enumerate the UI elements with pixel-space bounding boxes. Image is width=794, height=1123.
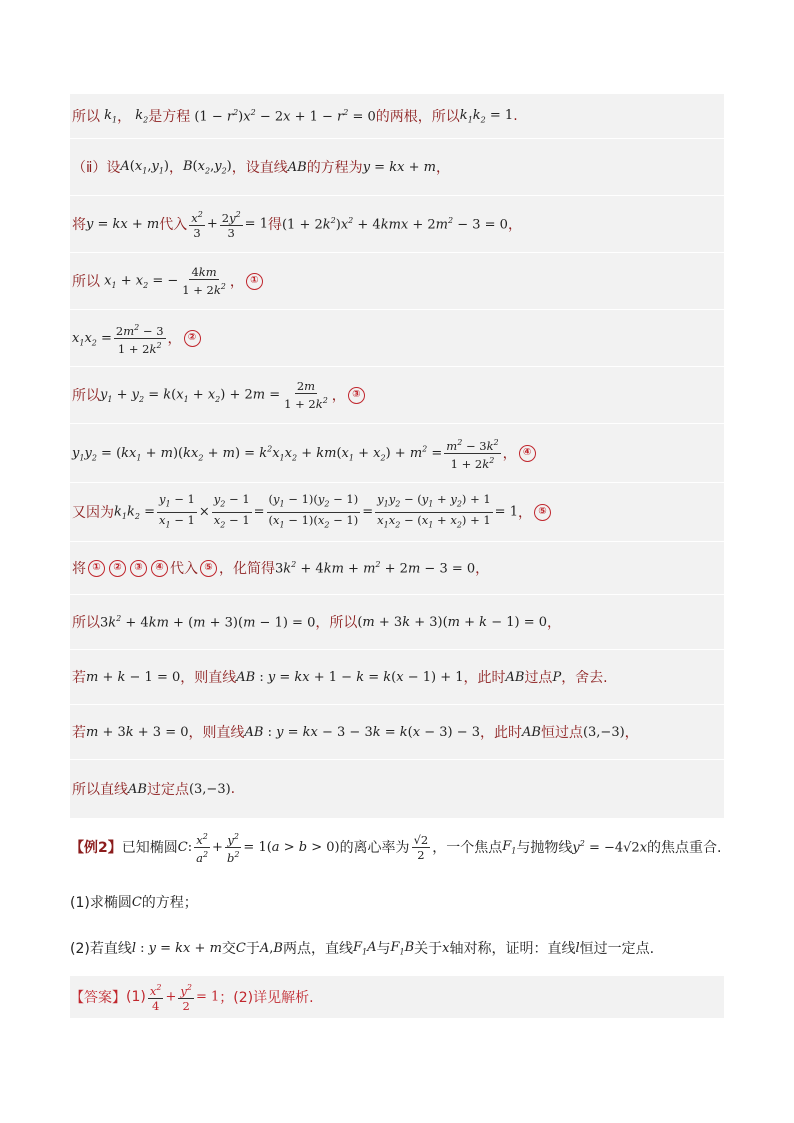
text: ， [331,388,346,404]
text: 代入 [159,217,188,233]
solution-line-4: 所以 $x_1 + x_2$ = − $\frac{4km}{1 + 2k^2}$ ， ① [70,253,724,310]
text: 所以 [72,274,100,290]
text: 所以 [72,109,100,125]
text: 的两根，所以 [375,109,460,125]
text: 交 [221,941,236,957]
example-title: 【例2】 [70,840,122,857]
solution-line-2: （ⅱ）设 $A(x_1,y_1)$ ， $B(x_2,y_2)$ ，设直线 AB 的方程为 y = kx + m ， [70,139,724,196]
text: 是方程 [148,109,191,125]
text: 的焦点重合. [647,840,722,857]
text: 恒过一定点. [579,941,655,957]
text: . [230,781,236,797]
text: AB [505,669,525,685]
text: (1)求椭圆 [70,895,132,911]
circled-number: ③ [130,560,147,577]
circled-number: ⑤ [200,560,217,577]
text: ， [502,446,517,462]
solution-line-5: $x_1x_2$ = $\frac{2m^2 - 3}{1 + 2k^2}$ ， ② [70,310,724,367]
solution-block [70,94,724,818]
text: ， [167,331,182,347]
text: . [513,108,518,124]
text: ，此时 [463,670,506,686]
text: ， [435,160,450,176]
text: ，化简得 [219,561,275,577]
solution-line-8: 又因为 $k_1k_2$ = $\frac{y_1 - 1}{x_1 - 1}$ × $\frac{y_2 - 1}{x_2 - 1}$ = $\frac{(y_1 - 1)(y_2 - 1)}{(x_1 - 1)(x_2 - 1)}$ = $\frac{y_1y_2 - (y_1 + y_2) + 1}{x_1x_2 - (x_1 + x_2) + 1}$ = 1 ， ⑤ [70,483,724,542]
circled-number: ① [246,273,263,290]
text: ，则直线 [188,725,245,741]
text: (2)若直线 [70,941,132,957]
example-2-stem: 【例2】 已知椭圆 C: $\frac{x^2}{a^2}$ + $\frac{y^2}{b^2}$ = 1(a > b > 0) 的离心率为 $\frac{√2}{2}$ ，一个焦点 $F_1$ 与抛物线 $y^2 = -4√2x$ 的焦点重合. [70,832,722,865]
text: 若 [72,725,86,741]
text: ，一个焦点 [432,840,503,857]
text: 又因为 [72,505,114,521]
text: 过定点 [146,782,189,798]
example-2-part-2: (2)若直线 l : y = kx + m 交 C 于 A,B 两点，直线 $F_1A$ 与 $F_1B$ 关于 x 轴对称，证明：直线 l 恒过一定点. [70,939,655,957]
text: AB [287,159,307,175]
text: ， [168,160,183,176]
solution-line-3: 将 y = kx + m 代入 $\frac{x^2}{3}$ + $\frac{2y^2}{3}$ = 1 得 $(1 + 2k^2)x^2 + 4kmx + 2m^2 - 3 = 0$ ， [70,196,724,253]
text: ，设直线 [231,160,288,176]
text: ， [117,109,132,125]
text: 的离心率为 [339,840,410,857]
text: AB [128,781,147,797]
circled-number: ① [88,560,105,577]
text: （ⅱ）设 [72,160,121,176]
solution-line-9: 将 ① ② ③ ④ 代入 ⑤ ，化简得 $3k^2 + 4km + m^2 + 2m - 3 = 0$ ， [70,542,724,595]
solution-line-11: 若 m + k − 1 = 0 ，则直线 AB : y = kx + 1 − k = k(x − 1) + 1 ，此时 AB 过点 P ，舍去. [70,650,724,705]
text: 与抛物线 [516,840,573,857]
text: ；(2)详见解析. [219,990,314,1006]
text: P [552,669,562,685]
example-2-part-1: (1)求椭圆 C 的方程； [70,892,730,912]
text: 轴对称，证明：直线 [449,941,576,957]
text: 关于 [414,941,443,957]
answer-block: 【答案】 (1) $\frac{x^2}{4}$ + $\frac{y^2}{2}$ = 1 ；(2)详见解析. [70,976,724,1018]
text: ，舍去. [561,670,608,686]
solution-line-7: $y_1y_2 = (kx_1 + m)(kx_2 + m) = k^2x_1x_2 + km(x_1 + x_2) + m^2$ = $\frac{m^2 - 3k^2}{1 + 2k^2}$ ， ④ [70,424,724,483]
solution-line-1: 所以 $k_1$ ， $k_2$ 是方程 $(1 - r^2)x^2 - 2x + 1 - r^2 = 0$ 的两根，所以 $k_1k_2 = 1$ . [70,94,724,139]
circled-number: ③ [348,387,365,404]
circled-number: ④ [519,445,536,462]
text: 的方程； [141,895,198,911]
text: 的方程为 [306,160,363,176]
answer-tag: 【答案】 [70,990,126,1006]
text: 将 [72,561,86,577]
text: ， [546,615,561,631]
text: 将 [72,217,86,233]
text: 恒过点 [540,725,583,741]
solution-line-10: 所以 $3k^2 + 4km + (m + 3)(m - 1) = 0$ ，所以 (m + 3k + 3)(m + k − 1) = 0 ， [70,595,724,650]
text: ，所以 [315,615,358,631]
text: ，此时 [480,725,522,741]
text: AB [522,724,541,740]
text: 所以 [72,388,100,404]
text: ， [475,561,490,577]
text: ， [507,217,522,233]
text: 两点，直线 [282,941,353,957]
text: 与 [376,941,391,957]
circled-number: ④ [151,560,168,577]
circled-number: ⑤ [534,504,551,521]
text: ， [229,274,244,290]
text: 已知椭圆 [121,840,178,857]
solution-line-12: 若 m + 3k + 3 = 0 ，则直线 AB : y = kx − 3 − 3k = k(x − 3) − 3 ，此时 AB 恒过点 (3,−3) ， [70,705,724,760]
text: 得 [267,217,282,233]
text: (1) [126,989,146,1005]
text: ，则直线 [180,670,237,686]
text: 代入 [170,561,198,577]
text: ， [624,725,639,741]
solution-line-6: 所以 $y_1 + y_2 = k(x_1 + x_2) + 2m$ = $\frac{2m}{1 + 2k^2}$ ， ③ [70,367,724,424]
text: 于 [245,941,260,957]
text: 过点 [524,670,553,686]
text: 若 [72,670,86,686]
text: 所以 [72,615,100,631]
solution-line-13: 所以直线 AB 过定点 (3,−3) . [72,781,236,798]
text: 所以直线 [72,782,128,798]
circled-number: ② [184,330,201,347]
circled-number: ② [109,560,126,577]
text: ， [517,505,532,521]
